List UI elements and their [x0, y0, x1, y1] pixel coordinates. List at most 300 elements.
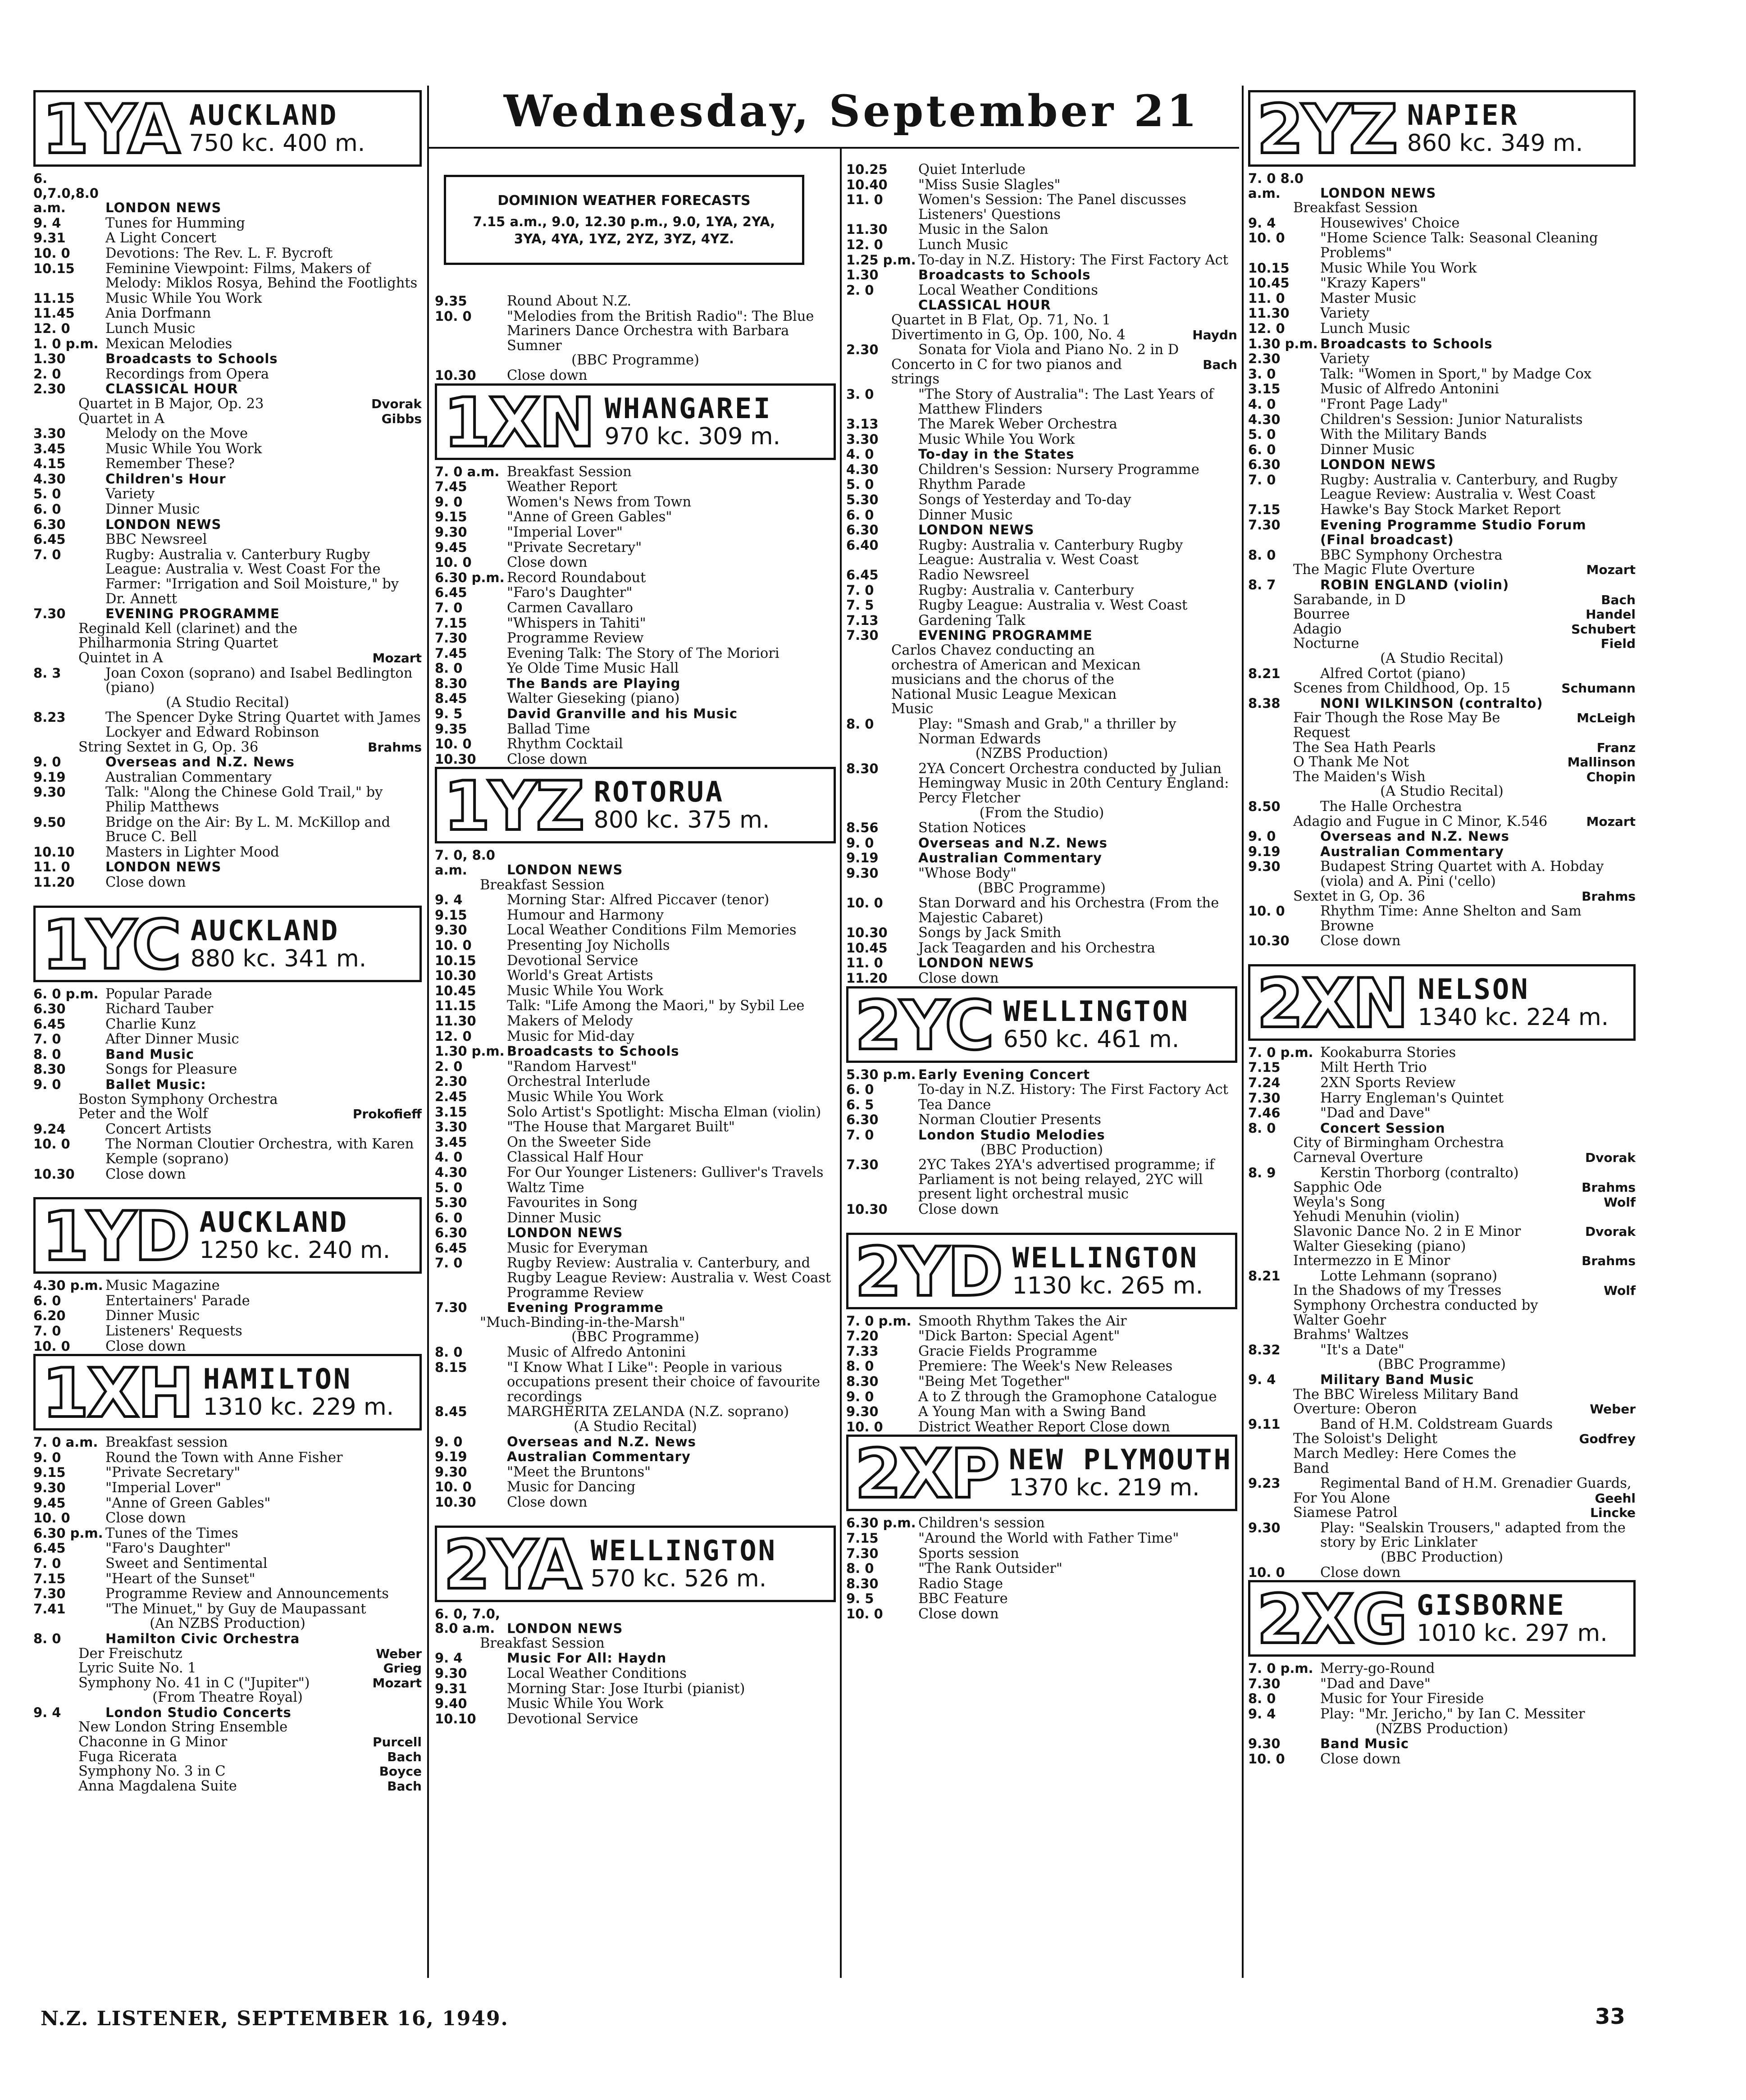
programme-time: 9.30: [1248, 1520, 1281, 1535]
programme-entry: [435, 1089, 836, 1105]
programme-entry: [846, 925, 1237, 941]
programme-time: 8.56: [846, 820, 879, 836]
programme-entry: [846, 971, 1237, 986]
programme-entry: [33, 845, 422, 860]
programme-title: Gracie Fields Programme: [918, 1343, 1097, 1359]
programme-title: Overseas and N.Z. News: [1320, 829, 1509, 844]
programme-title: Close down: [105, 1338, 186, 1354]
programme-title: Lunch Music: [918, 237, 1008, 253]
programme-title: Merry-go-Round: [1320, 1661, 1435, 1677]
programme-time: 10. 0: [1248, 903, 1285, 919]
programme-time: 6.45: [435, 585, 467, 601]
programme-entry: [846, 1404, 1237, 1420]
programme-detail: [1248, 755, 1636, 770]
programme-detail: [1248, 711, 1636, 726]
programme-title: 2XN Sports Review: [1320, 1075, 1456, 1091]
programme-title: A Young Man with a Swing Band: [918, 1404, 1146, 1420]
weather-forecast-times: 7.15 a.m., 9.0, 12.30 p.m., 9.0, 1YA, 2YA, 3YA, 4YA, 1YZ, 2YZ, 3YZ, 4YZ.: [473, 214, 775, 246]
programme-time: 7. 0 p.m.: [1248, 1044, 1313, 1060]
programme-detail: [1248, 1254, 1636, 1269]
programme-entry: [33, 1480, 422, 1496]
programme-time: 3.45: [435, 1134, 467, 1150]
programme-entry: [846, 583, 1237, 598]
programme-title: Close down: [1320, 1564, 1401, 1581]
programme-entry: [1248, 1075, 1636, 1091]
programme-time: 5. 0: [33, 486, 61, 502]
composer: Brahms: [1582, 888, 1636, 904]
programme-title: Music of Alfredo Antonini: [507, 1344, 686, 1361]
station-header: [33, 1197, 422, 1274]
composer: Bach: [1601, 592, 1636, 607]
programme-detail-text: Weyla's Song: [1293, 1194, 1386, 1210]
programme-entry: [33, 532, 422, 547]
programme-title: Music While You Work: [105, 441, 262, 457]
programme-title: Women's Session: The Panel discusses Listeners' Questions: [918, 192, 1191, 223]
spacer: [33, 890, 422, 906]
programme-time: 7.41: [33, 1601, 66, 1617]
programme-entry: [1248, 1166, 1636, 1181]
programme-detail-text: Carlos Chavez conducting an orchestra of American and Mexican musicians and the chorus of the National Music League Mexican Music: [891, 642, 1145, 717]
programme-entry: [1248, 696, 1636, 711]
programme-entry: [1248, 1106, 1636, 1121]
station-call-sign: 2XG: [1257, 1581, 1406, 1659]
programme-time: 9.30: [435, 1464, 467, 1480]
programme-time: 10. 0: [33, 245, 70, 261]
station-call-sign: 1XH: [42, 1354, 192, 1433]
programme-time: 7. 0 8.0 a.m.: [1248, 171, 1308, 201]
programme-title: Housewives' Choice: [1320, 215, 1460, 231]
programme-detail: [1248, 1550, 1636, 1565]
programme-entry: [435, 938, 836, 953]
programme-time: 6. 5: [846, 1097, 874, 1112]
programme-entry: [33, 860, 422, 875]
programme-entry: [33, 1526, 422, 1541]
programme-time: 1.30 p.m.: [435, 1043, 505, 1059]
programme-title: Early Evening Concert: [918, 1066, 1090, 1082]
programme-entry: [435, 525, 836, 540]
programme-title: CLASSICAL HOUR: [105, 381, 238, 397]
programme-time: 9. 4: [435, 892, 463, 908]
programme-title: Morning Star: Alfred Piccaver (tenor): [507, 892, 770, 908]
programme-time: 5.30: [435, 1195, 467, 1211]
programme-title: Round About N.Z.: [507, 293, 632, 309]
station-info: [600, 386, 781, 458]
station-frequency: 570 kc. 526 m.: [590, 1565, 767, 1592]
programme-entry: [33, 367, 422, 382]
programme-entry: [1248, 859, 1636, 889]
programme-entry: [846, 342, 1237, 358]
programme-entry: [846, 717, 1237, 747]
programme-time: 9.30: [33, 1480, 66, 1495]
programme-time: 3.30: [33, 426, 66, 442]
programme-detail: [33, 1647, 422, 1662]
programme-detail: [846, 747, 1237, 761]
station-city: WHANGAREI: [604, 392, 772, 425]
programme-time: 2. 0: [435, 1058, 463, 1074]
programme-title: EVENING PROGRAMME: [918, 628, 1093, 643]
programme-detail: [33, 696, 422, 711]
programme-entry: [846, 956, 1237, 971]
programme-time: 12. 0: [846, 237, 883, 252]
programme-time: 6. 0: [846, 1082, 874, 1098]
programme-entry: [435, 585, 836, 601]
programme-title: ROBIN ENGLAND (violin): [1320, 577, 1509, 593]
programme-entry: [435, 294, 836, 309]
programme-entry: [33, 382, 422, 397]
programme-title: Evening Talk: The Story of The Moriori: [507, 645, 780, 661]
programme-time: 7.13: [846, 612, 879, 628]
programme-title: Band of H.M. Coldstream Guards: [1320, 1416, 1553, 1432]
programme-entry: [33, 216, 422, 231]
programme-title: Broadcasts to Schools: [507, 1043, 679, 1059]
programme-detail-text: In the Shadows of my Tresses: [1293, 1283, 1502, 1299]
programme-time: 2.45: [435, 1089, 467, 1104]
programme-detail: [33, 1764, 422, 1779]
programme-title: Lotte Lehmann (soprano): [1320, 1268, 1498, 1284]
programme-title: Sonata for Viola and Piano No. 2 in D: [918, 342, 1179, 358]
programme-entry: [435, 309, 836, 354]
spacer: [846, 1217, 1237, 1233]
station-city: WELLINGTON: [1012, 1241, 1199, 1274]
programme-entry: [1248, 578, 1636, 593]
station-header: [435, 1526, 836, 1602]
station-call-sign: 2YZ: [1257, 91, 1396, 169]
programme-time: 6.30: [1248, 457, 1281, 473]
programme-entry: [435, 1256, 836, 1300]
programme-detail: [1248, 637, 1636, 651]
programme-entry: [33, 1602, 422, 1617]
programme-title: Masters in Lighter Mood: [105, 844, 279, 860]
programme-time: 10.30: [435, 968, 476, 984]
column-divider: [427, 86, 429, 1978]
programme-entry: [1248, 1565, 1636, 1581]
column-divider: [1242, 86, 1244, 1978]
station-frequency: 650 kc. 461 m.: [1003, 1025, 1180, 1053]
composer: Dvorak: [371, 396, 422, 411]
programme-time: 8.21: [1248, 665, 1281, 681]
programme-time: 10.30: [435, 751, 476, 767]
programme-detail-text: Breakfast Session: [1293, 200, 1418, 216]
programme-time: 7. 0: [33, 547, 61, 562]
programme-detail: [435, 1636, 836, 1651]
programme-detail-text: Overture: Oberon: [1293, 1401, 1417, 1417]
programme-detail: [33, 740, 422, 755]
programme-time: 2.30: [1248, 351, 1281, 367]
programme-title: David Granville and his Music: [507, 706, 738, 722]
programme-title: Harry Engleman's Quintet: [1320, 1090, 1504, 1106]
programme-time: 9. 4: [435, 1650, 463, 1666]
programme-title: Rugby: Australia v. Canterbury Rugby League: Australia v. West Coast: [918, 537, 1187, 568]
station-info: [195, 1199, 391, 1271]
programme-time: 9.40: [435, 1696, 467, 1712]
programme-entry: [846, 1157, 1237, 1202]
programme-title: Presenting Joy Nicholls: [507, 938, 670, 953]
programme-entry: [435, 1449, 836, 1465]
programme-detail-text: Slavonic Dance No. 2 in E Minor: [1293, 1224, 1521, 1239]
programme-title: "Dick Barton: Special Agent": [918, 1328, 1120, 1344]
composer: McLeigh: [1577, 711, 1636, 726]
station-info: [199, 1356, 394, 1428]
programme-title: Close down: [507, 751, 588, 767]
programme-title: To-day in N.Z. History: The First Factory Act: [918, 252, 1228, 268]
programme-entry: [1248, 904, 1636, 934]
programme-title: Band Music: [1320, 1736, 1409, 1752]
programme-detail-text: Symphony Orchestra conducted by Walter Goehr: [1293, 1297, 1543, 1328]
programme-time: 9.30: [435, 922, 467, 938]
programme-title: Popular Parade: [105, 986, 212, 1002]
programme-time: 10. 0: [846, 1606, 883, 1622]
programme-entry: [1248, 457, 1636, 473]
programme-time: 8.45: [435, 1404, 467, 1420]
programme-time: 6. 0: [33, 501, 61, 517]
station-call-sign: 1XN: [443, 383, 594, 462]
programme-detail: [33, 1779, 422, 1794]
programme-title: Recordings from Opera: [105, 366, 269, 382]
programme-time: 8.45: [435, 691, 467, 706]
programme-detail: [33, 1676, 422, 1691]
programme-entry: [33, 1572, 422, 1587]
programme-time: 9.30: [1248, 859, 1281, 875]
programme-detail-text: Yehudi Menuhin (violin): [1293, 1209, 1460, 1225]
programme-time: 10.10: [435, 1711, 476, 1726]
programme-entry: [846, 941, 1237, 956]
programme-entry: [33, 875, 422, 890]
programme-entry: [1248, 1091, 1636, 1106]
programme-title: Jack Teagarden and his Orchestra: [918, 940, 1155, 956]
programme-title: Music While You Work: [507, 1696, 664, 1712]
station-frequency: 1340 kc. 224 m.: [1418, 1003, 1609, 1031]
programme-entry: [846, 1344, 1237, 1359]
programme-detail: [33, 1735, 422, 1750]
programme-title: "The Story of Australia": The Last Years of Matthew Flinders: [918, 386, 1218, 417]
composer: Brahms: [1582, 1253, 1636, 1269]
programme-title: Tunes for Humming: [105, 215, 245, 231]
programme-time: 9.19: [33, 769, 66, 785]
programme-time: 2. 0: [846, 282, 874, 298]
programme-entry: [435, 570, 836, 586]
programme-entry: [1248, 171, 1636, 201]
programme-title: Ballad Time: [507, 721, 590, 737]
programme-entry: [435, 1712, 836, 1727]
programme-time: 9. 0: [846, 835, 874, 851]
programme-time: 6. 0: [33, 1293, 61, 1308]
programme-entry: [435, 848, 836, 878]
programme-title: Close down: [507, 367, 588, 383]
programme-entry: [846, 1359, 1237, 1374]
programme-time: 7.15: [1248, 1060, 1281, 1075]
programme-title: Quiet Interlude: [918, 162, 1026, 178]
column-divider: [840, 149, 842, 1978]
programme-title: Weather Report: [507, 479, 618, 495]
programme-detail-text: (BBC Production): [1381, 1549, 1503, 1566]
programme-time: 6.45: [846, 567, 879, 583]
programme-time: 8.21: [1248, 1268, 1281, 1284]
programme-detail-text: Quartet in A: [78, 410, 164, 427]
programme-entry: [33, 231, 422, 246]
programme-entry: [846, 268, 1237, 283]
programme-time: 11.15: [33, 290, 75, 306]
programme-title: Melody on the Move: [105, 426, 248, 442]
programme-title: Rugby: Australia v. Canterbury Rugby League: Australia v. West Coast For the Farmer: "Irrigation and Soil Moisture," by Dr. Annett: [105, 547, 403, 607]
composer: Godfrey: [1579, 1431, 1636, 1447]
programme-title: Broadcasts to Schools: [105, 351, 278, 367]
programme-title: Rugby League: Australia v. West Coast: [918, 597, 1188, 614]
programme-time: 7.30: [435, 1300, 467, 1316]
programme-time: 9.11: [1248, 1416, 1281, 1432]
programme-detail: [1248, 1239, 1636, 1254]
programme-time: 9.19: [435, 1449, 467, 1465]
programme-title: Programme Review: [507, 630, 644, 647]
programme-title: Evening Programme: [507, 1300, 664, 1316]
programme-detail-text: Adagio: [1293, 621, 1342, 637]
programme-entry: [33, 472, 422, 487]
station-frequency: 880 kc. 341 m.: [190, 945, 367, 972]
programme-title: On the Sweeter Side: [507, 1134, 651, 1150]
programme-time: 8. 7: [1248, 577, 1276, 593]
composer: Brahms: [1582, 1180, 1636, 1195]
programme-title: Close down: [507, 1494, 588, 1510]
programme-entry: [846, 866, 1237, 881]
programme-detail-text: Concerto in C for two pianos and strings: [891, 356, 1126, 387]
programme-title: Gardening Talk: [918, 612, 1026, 629]
programme-time: 8. 0: [846, 1358, 874, 1374]
station-frequency: 800 kc. 375 m.: [593, 806, 770, 834]
programme-time: 7.15: [33, 1571, 66, 1586]
programme-title: Radio Stage: [918, 1576, 1003, 1592]
programme-time: 11. 0: [846, 955, 883, 971]
station-call-sign: 2YD: [855, 1233, 1002, 1312]
programme-detail-text: (An NZBS Production): [150, 1616, 305, 1632]
programme-time: 10. 0: [435, 555, 472, 570]
programme-entry: [846, 568, 1237, 583]
programme-title: Close down: [918, 970, 999, 987]
programme-entry: [435, 1666, 836, 1681]
programme-title: Richard Tauber: [105, 1001, 214, 1017]
programme-detail: [1248, 1722, 1636, 1737]
programme-time: 6.45: [33, 532, 66, 547]
programme-detail-text: (BBC Programme): [1378, 1357, 1506, 1373]
programme-detail-text: For You Alone: [1293, 1490, 1390, 1506]
programme-detail: [1248, 1328, 1636, 1343]
programme-time: 10.30: [846, 1202, 888, 1217]
programme-time: 7. 5: [846, 597, 874, 613]
programme-title: Australian Commentary: [105, 769, 272, 785]
programme-title: "Melodies from the British Radio": The Blue Mariners Dance Orchestra with Barbara Sumner: [507, 308, 819, 354]
programme-entry: [33, 502, 422, 517]
programme-title: Entertainers' Parade: [105, 1293, 250, 1309]
programme-title: Talk: "Life Among the Maori," by Sybil Lee: [507, 998, 805, 1014]
programme-entry: [1248, 276, 1636, 291]
programme-title: Music Magazine: [105, 1278, 220, 1294]
programme-entry: [33, 755, 422, 770]
programme-time: 4.15: [33, 456, 66, 472]
programme-entry: [846, 1067, 1237, 1083]
programme-time: 2.30: [846, 342, 879, 358]
programme-entry: [435, 953, 836, 969]
programme-time: 1. 0 p.m.: [33, 336, 99, 351]
programme-detail: [1248, 1298, 1636, 1328]
programme-title: A Light Concert: [105, 230, 217, 246]
programme-detail: [1248, 1284, 1636, 1298]
programme-time: 4.30: [846, 461, 879, 477]
programme-time: 9. 4: [33, 215, 61, 231]
station-header: [33, 90, 422, 167]
programme-time: 4. 0: [435, 1149, 463, 1165]
programme-entry: [846, 1389, 1237, 1405]
programme-entry: [1248, 1372, 1636, 1388]
programme-time: 4.30: [1248, 411, 1281, 427]
programme-title: Smooth Rhythm Takes the Air: [918, 1313, 1127, 1329]
programme-detail-text: Chaconne in G Minor: [78, 1734, 228, 1750]
programme-entry: [846, 1314, 1237, 1329]
programme-detail: [33, 1661, 422, 1676]
programme-title: 2YC Takes 2YA's advertised programme; if Parliament is not being relayed, 2YC will present light orchestral music: [918, 1157, 1219, 1203]
programme-title: Waltz Time: [507, 1180, 584, 1196]
programme-entry: [1248, 321, 1636, 337]
programme-title: Dinner Music: [507, 1210, 602, 1226]
programme-entry: [435, 1014, 836, 1029]
programme-title: Dinner Music: [105, 501, 200, 518]
station-frequency: 1310 kc. 229 m.: [203, 1394, 394, 1421]
programme-time: 9.19: [846, 850, 879, 866]
programme-time: 9.30: [435, 524, 467, 540]
composer: Mozart: [372, 651, 422, 665]
programme-time: 9.24: [33, 1121, 66, 1137]
programme-detail: [33, 1093, 422, 1107]
programme-title: Dinner Music: [1320, 442, 1415, 458]
station-info: [1403, 92, 1583, 164]
programme-time: 7.15: [846, 1530, 879, 1546]
programme-time: 10.30: [33, 1166, 75, 1182]
spacer: [435, 1510, 836, 1526]
programme-entry: [846, 851, 1237, 866]
programme-title: Children's Session: Nursery Programme: [918, 461, 1199, 478]
programme-title: "Krazy Kapers": [1320, 275, 1427, 292]
programme-time: 7. 0: [846, 1127, 874, 1143]
programme-title: LONDON NEWS: [507, 1225, 623, 1241]
programme-time: 9.35: [435, 293, 467, 309]
composer: Weber: [376, 1646, 422, 1661]
station-header: [1248, 1580, 1636, 1657]
programme-time: 9. 5: [846, 1591, 874, 1607]
programme-entry: [846, 492, 1237, 508]
programme-title: LONDON NEWS: [105, 516, 222, 532]
programme-time: 9.15: [33, 1465, 66, 1480]
programme-time: 9.35: [435, 721, 467, 737]
programme-detail: [1248, 1195, 1636, 1210]
programme-detail-text: Bourree: [1293, 606, 1350, 623]
programme-entry: [1248, 306, 1636, 321]
programme-detail-text: Sarabande, in D: [1293, 592, 1406, 608]
station-city: ROTORUA: [593, 775, 725, 809]
programme-time: 9. 0: [33, 1077, 61, 1093]
programme-title: The Halle Orchestra: [1320, 798, 1462, 815]
programme-time: 10. 0: [846, 895, 883, 911]
programme-entry: [1248, 1521, 1636, 1550]
programme-time: 7. 0: [1248, 472, 1276, 487]
programme-detail: [435, 353, 836, 368]
programme-title: Record Roundabout: [507, 569, 646, 586]
station-city: WELLINGTON: [590, 1534, 777, 1567]
programme-entry: [846, 1128, 1237, 1143]
programme-time: 9.30: [1248, 1736, 1281, 1752]
programme-detail: [1248, 784, 1636, 799]
schedule-column-3: [846, 90, 1237, 1622]
spacer: [435, 90, 836, 294]
programme-time: 2.30: [33, 381, 66, 397]
programme-time: 7.30: [846, 1157, 879, 1173]
programme-title: Music for Your Fireside: [1320, 1691, 1484, 1707]
